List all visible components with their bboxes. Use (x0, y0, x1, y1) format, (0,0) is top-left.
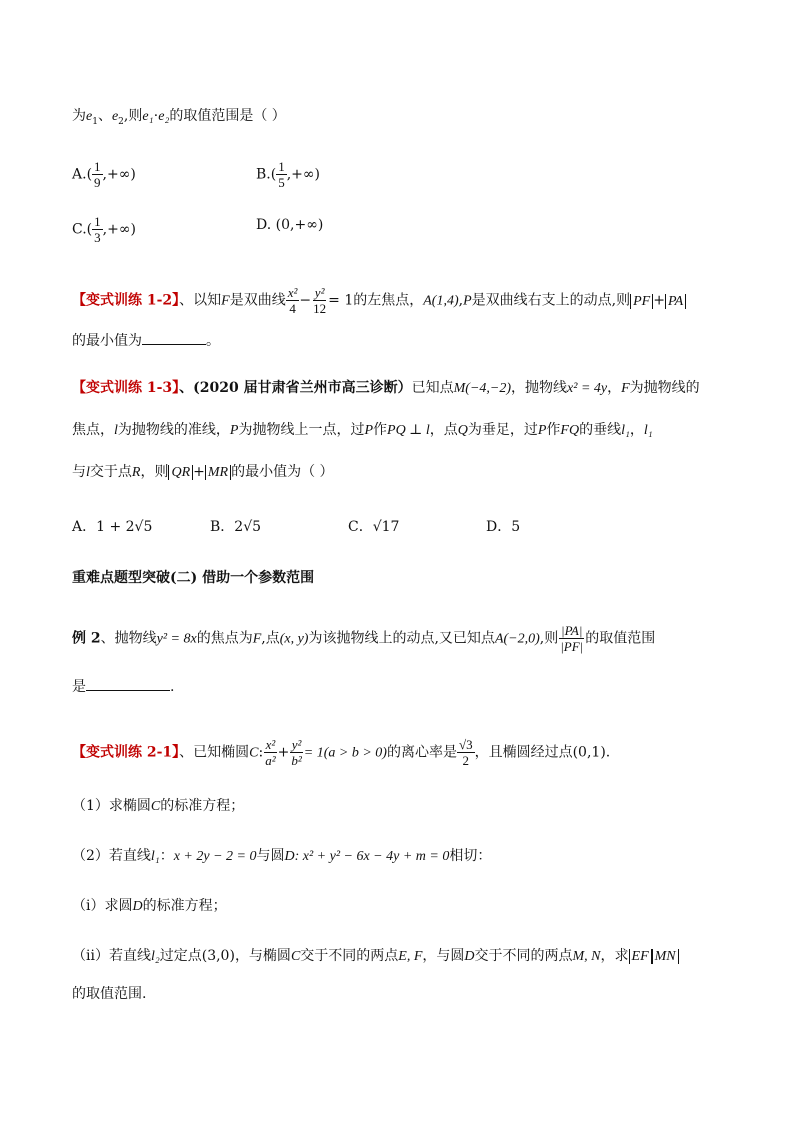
v21-frac1 (263, 738, 277, 767)
section-title: 重难点题型突破(二) 借助一个参数范围 (72, 570, 315, 586)
v21-p2c: 与圆 (256, 848, 285, 864)
v21-p2l: l₁ (150, 849, 160, 864)
v12-abs-pf: PF (630, 294, 653, 309)
v13-option-c: C．√17 (348, 519, 400, 535)
v12-t2: 是双曲线 (229, 292, 286, 309)
v21-piif: 交于不同的两点 (474, 948, 573, 964)
v13-t4: 为抛物线的 (629, 380, 700, 396)
option-d-label: D. (256, 217, 272, 233)
v13-l3c: 交于点 (89, 464, 132, 480)
v13-l2h: PQ ⊥ l (387, 423, 430, 438)
v21-pi: （ⅰ）求圆 (72, 898, 133, 914)
v12-frac1 (286, 286, 300, 315)
ex2-ratio (558, 624, 585, 653)
v13-t3: ， (607, 380, 622, 396)
ex2-t1: 、抛物线 (100, 630, 157, 647)
v13-t1: 已知点 (411, 380, 454, 396)
v21-piil: l₂ (150, 949, 160, 964)
v12-answer-blank[interactable] (142, 330, 206, 345)
v13-plus: + (193, 464, 205, 480)
v21-line1 (72, 738, 610, 767)
v21-frac2 (289, 738, 303, 767)
v21-end: . (605, 744, 611, 761)
v21-piiMN: M, N (572, 949, 601, 964)
option-a-label: A. (72, 166, 87, 183)
v12-d1: 4 (289, 301, 296, 316)
option-b-tail: ,+∞) (286, 166, 321, 183)
v21-part-ii (72, 946, 679, 967)
v21-p1C: C (150, 799, 161, 814)
q1-expr: e₁⋅e₂ (142, 109, 170, 124)
v13-source: 、(2020 届甘肃省兰州市高三诊断） (179, 380, 412, 396)
v13-option-a: A．1 + 2√5 (72, 519, 153, 535)
v13-line1 (72, 378, 700, 399)
v21-p2b: ： (159, 848, 174, 864)
v21-abs-mn: MN (652, 949, 679, 964)
ex2-line1 (72, 624, 655, 653)
v13-parabola: x² = 4y (567, 381, 608, 396)
v21-piiC: C (290, 949, 301, 964)
v21-piid: 交于不同的两点 (300, 948, 399, 964)
v13-l2f: P (364, 423, 374, 438)
v21-t3: ，且椭圆经过点 (474, 744, 573, 761)
v21-part2 (72, 846, 491, 867)
v21-piiD: D (464, 949, 475, 964)
option-b-label: B. (256, 166, 271, 183)
v21-ecc (457, 738, 475, 767)
v12-d2: 12 (313, 301, 327, 316)
v12-F: F (221, 293, 230, 309)
v12-n1: x² (287, 285, 298, 300)
v21-p2d: 相切： (449, 848, 492, 864)
v21-p1b: 的标准方程； (160, 798, 245, 814)
option-a-num: 1 (94, 159, 101, 174)
v21-ecc-den: 2 (462, 753, 470, 768)
v12-t4: , (458, 292, 464, 309)
v21-p1: （1）求椭圆 (72, 798, 151, 814)
v12-line2 (72, 330, 220, 351)
v13-l2j: Q (457, 423, 468, 438)
option-c-den: 3 (94, 230, 101, 245)
v21-colon: : (258, 744, 264, 761)
v21-cond: = 1(a > b > 0) (303, 745, 387, 761)
v12-frac2 (311, 286, 328, 315)
v12-minus: − (299, 292, 312, 309)
option-b-den: 5 (278, 175, 285, 190)
v13-l2e: 为抛物线上一点，过 (238, 422, 365, 438)
v21-part1 (72, 796, 244, 817)
v13-l2d: P (229, 423, 239, 438)
v21-piipt: (3,0) (201, 948, 235, 964)
v21-ecc-num: √3 (458, 737, 473, 752)
option-d-text: (0,+∞) (275, 217, 324, 233)
v13-l2g: 作 (373, 422, 388, 438)
v21-part-i (72, 896, 227, 917)
v13-l2o: 的垂线 (579, 422, 622, 438)
v12-end: 。 (206, 333, 220, 349)
q1-option-c: C.( $\frac{1}{3}$ ,+∞) (72, 214, 136, 245)
ex2-num: |PA| (561, 623, 583, 638)
q1-option-b: B.( $\frac{1}{5}$ ,+∞) (256, 159, 321, 190)
v21-d1: a² (265, 753, 276, 768)
v13-t2: ，抛物线 (511, 380, 568, 396)
v21-piie: ，与圆 (422, 948, 465, 964)
ex2-den: |PF| (560, 639, 584, 654)
v13-l2l: P (537, 423, 547, 438)
v13-l3d: R (131, 465, 141, 480)
ex2-parabola: y² = 8x (156, 631, 197, 647)
v13-l2p: l₁ (621, 423, 630, 438)
q1-post: 的取值范围是（ ） (169, 108, 286, 124)
ex2-point: (x, y) (279, 631, 309, 647)
v21-pii: （ⅱ）若直线 (72, 948, 151, 964)
v21-line-eq: x + 2y − 2 = 0 (173, 849, 257, 864)
v21-point: (0,1) (572, 744, 606, 761)
q1-stem-line: 为$e_1$、$e_2$,则e₁⋅e₂的取值范围是（ ） (72, 108, 286, 127)
v13-l2i: ，点 (429, 422, 458, 438)
v13-l2q: ， (629, 422, 644, 438)
v21-C: C (249, 745, 259, 761)
v13-l2a: 焦点， (72, 422, 114, 438)
v12-t3: 的左焦点， (353, 292, 424, 309)
v21-n1: x² (265, 737, 276, 752)
option-a-den: 9 (94, 175, 101, 190)
v21-circle-eq: : x² + y² − 6x − 4y + m = 0 (294, 849, 450, 864)
v21-p2D: D (284, 849, 295, 864)
v12-line2-text: 的最小值为 (72, 333, 142, 349)
v21-abs-ef: EF (629, 949, 652, 964)
v12-A: A(1,4) (423, 293, 459, 309)
v13-line2 (72, 420, 653, 441)
ex2-tag: 例 2 (72, 630, 101, 647)
ex2-t6: 的取值范围 (585, 630, 656, 647)
v13-l3b: l (86, 465, 90, 480)
v13-option-b: B．2√5 (210, 519, 262, 535)
option-a-tail: ,+∞) (102, 166, 136, 183)
v21-plus: + (277, 744, 290, 761)
v21-t2: 的离心率是 (386, 744, 457, 761)
v21-tag: 【变式训练 2-1】 (72, 744, 180, 761)
v21-piiEF: E, F (398, 949, 423, 964)
e2-symbol: e (111, 109, 119, 124)
v13-l2m: 作 (546, 422, 561, 438)
e1-symbol: e (86, 109, 93, 124)
v12-tag: 【变式训练 1-2】 (72, 292, 180, 309)
v12-n2: y² (314, 285, 325, 300)
ex2-t3: ,点 (261, 630, 280, 647)
option-c-tail: ,+∞) (102, 221, 136, 238)
q1-mid: ,则 (123, 108, 143, 124)
q1-option-a: A.( $\frac{1}{9}$ ,+∞) (72, 159, 136, 190)
v13-abs-mr: MR (205, 465, 231, 480)
option-a-fraction (92, 160, 103, 189)
v12-plus: + (653, 292, 665, 309)
v13-l2b: l (114, 423, 118, 438)
ex2-t5: ,则 (539, 630, 559, 647)
v12-t5: 是双曲线右支上的动点,则 (471, 292, 631, 309)
ex2-line2 (72, 676, 174, 697)
ex2-line2-text: 是 (72, 679, 86, 695)
v12-abs-pa: PA (665, 294, 686, 309)
v21-piD: D (132, 899, 143, 914)
option-b-fraction (276, 160, 287, 189)
ex2-A: A(−2,0) (494, 631, 540, 647)
option-c-fraction (92, 215, 103, 244)
v21-piib: 过定点 (159, 948, 202, 964)
v21-pib: 的标准方程； (142, 898, 227, 914)
v13-l3e: ，则 (140, 464, 169, 480)
v21-piic: ，与椭圆 (234, 948, 291, 964)
v13-l3a: 与 (72, 464, 86, 480)
v13-abs-qr: QR (168, 465, 193, 480)
v21-piig: ，求 (600, 948, 629, 964)
option-c-label: C. (72, 221, 87, 238)
v21-t1: 、已知椭圆 (179, 744, 250, 761)
v21-n2: y² (291, 737, 302, 752)
v12-line1 (72, 286, 686, 315)
ex2-end: . (170, 679, 175, 695)
v13-l2r: l₁ (643, 423, 653, 438)
v12-P: P (463, 293, 472, 309)
ex2-t2: 的焦点为 (196, 630, 253, 647)
v13-l3i: 的最小值为（ ） (231, 464, 334, 480)
v13-l2n: FQ (560, 423, 580, 438)
v13-line3 (72, 462, 334, 483)
q1-pre: 为 (72, 108, 86, 124)
q1-option-d (256, 215, 323, 235)
v21-last-line: 的取值范围. (72, 986, 147, 1002)
v21-p2: （2）若直线 (72, 848, 151, 864)
v13-M: M(−4,−2) (453, 381, 512, 396)
option-c-num: 1 (94, 214, 101, 229)
v13-tag: 【变式训练 1-3】 (72, 380, 180, 396)
v12-eq: = 1 (328, 292, 354, 309)
v21-d2: b² (291, 753, 302, 768)
v13-l2k: 为垂足，过 (467, 422, 538, 438)
ex2-answer-blank[interactable] (86, 676, 170, 691)
v12-t1: 、以知 (179, 292, 222, 309)
v13-l2c: 为抛物线的准线， (117, 422, 230, 438)
ex2-F: F (252, 631, 262, 647)
q1-sep: 、 (97, 108, 112, 124)
v13-option-d: D．5 (486, 519, 521, 535)
option-b-num: 1 (278, 159, 285, 174)
v13-F: F (621, 381, 630, 396)
ex2-t4: 为该抛物线上的动点,又已知点 (308, 630, 495, 647)
